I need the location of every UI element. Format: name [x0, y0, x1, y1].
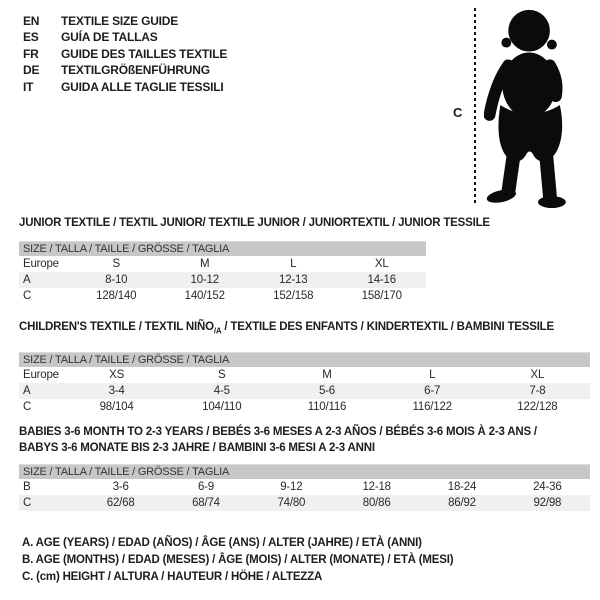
- toddler-silhouette-icon: [484, 2, 596, 210]
- section-heading: [19, 319, 591, 339]
- table-cell: 140/152: [184, 290, 225, 302]
- table-cell: S: [218, 369, 226, 382]
- language-code: EN: [23, 14, 40, 28]
- table-cell: 3-4: [108, 385, 125, 398]
- table-cell: 128/140: [96, 290, 137, 302]
- table-cell: 18-24: [447, 481, 477, 493]
- table-cell: 5-6: [318, 385, 335, 398]
- table-cell: 10-12: [190, 274, 219, 286]
- table-cell: S: [112, 258, 120, 270]
- table-row: [19, 495, 590, 511]
- row-label: A: [23, 274, 31, 286]
- table-cell: 158/170: [361, 290, 402, 302]
- table-cell: 92/98: [533, 497, 562, 509]
- row-label: A: [23, 385, 31, 398]
- table-cell: 24-36: [533, 481, 562, 493]
- table-row: [19, 399, 590, 415]
- footnote-line: C. (cm) HEIGHT / ALTURA / HAUTEUR / HÖHE / ALTEZZA: [22, 571, 323, 584]
- language-title: TEXTILE SIZE GUIDE: [61, 14, 179, 28]
- table-header-bar: SIZE / TALLA / TAILLE / GRÖSSE / TAGLIA: [19, 352, 590, 367]
- table-row: [19, 367, 590, 383]
- section-heading: [19, 424, 591, 440]
- table-cell: 6-7: [424, 385, 441, 398]
- table-cell: 7-8: [529, 385, 546, 398]
- section-heading-subscript: /A: [213, 326, 222, 336]
- table-cell: 104/110: [202, 401, 242, 414]
- section-heading-line2: BABYS 3-6 MONATE BIS 2-3 JAHRE / BAMBINI 3-6 MESI A 2-3 ANNI: [19, 442, 375, 454]
- language-code: ES: [23, 30, 39, 45]
- table-cell: 80/86: [362, 497, 391, 509]
- section-heading-text: / TEXTILE DES ENFANTS / KINDERTEXTIL / BAMBINI TESSILE: [221, 321, 554, 333]
- table-cell: M: [200, 258, 210, 270]
- table-row: [19, 383, 590, 399]
- table-cell: 8-10: [105, 274, 128, 286]
- footnotes: [22, 535, 453, 587]
- row-label: Europe: [23, 369, 59, 382]
- table-cell: 116/122: [412, 401, 452, 414]
- table-cell: M: [322, 369, 332, 382]
- table-row: [19, 256, 426, 272]
- table-cell: 62/68: [106, 497, 135, 509]
- section-babies: [19, 424, 591, 511]
- table-cell: 98/104: [99, 401, 134, 414]
- row-label: C: [23, 290, 32, 302]
- table-cell: XS: [109, 369, 125, 382]
- section-heading: [19, 215, 591, 231]
- table-row: [19, 272, 426, 288]
- table-cell: XL: [374, 258, 389, 270]
- table-cell: 12-18: [362, 481, 391, 493]
- table-cell: XL: [530, 369, 545, 382]
- height-label: C: [453, 105, 463, 120]
- language-code: IT: [23, 79, 34, 94]
- section-heading-text: CHILDREN'S TEXTILE / TEXTIL NIÑO: [19, 321, 214, 333]
- footnote-line: B. AGE (MONTHS) / EDAD (MESES) / ÂGE (MOIS) / ALTER (MONATE) / ETÀ (MESI): [22, 554, 454, 567]
- table-header-bar: SIZE / TALLA / TAILLE / GRÖSSE / TAGLIA: [19, 464, 590, 479]
- table-cell: 86/92: [448, 497, 476, 509]
- section-heading-text: JUNIOR TEXTILE / TEXTIL JUNIOR/ TEXTILE JUNIOR / JUNIORTEXTIL / JUNIOR TESSILE: [19, 217, 490, 229]
- table-cell: L: [290, 258, 297, 270]
- table-cell: 14-16: [367, 274, 396, 286]
- size-table: [19, 464, 590, 511]
- row-label: Europe: [23, 258, 59, 270]
- language-code: FR: [23, 46, 39, 61]
- section-junior: [19, 215, 591, 304]
- language-title: TEXTILGRÖßENFÜHRUNG: [61, 63, 210, 78]
- table-cell: 74/80: [277, 497, 306, 509]
- table-cell: L: [429, 369, 436, 382]
- section-children: [19, 319, 591, 415]
- table-cell: 9-12: [280, 481, 303, 493]
- height-figure: [0, 0, 600, 212]
- table-row: [19, 288, 426, 304]
- language-title: GUIDA ALLE TAGLIE TESSILI: [61, 79, 224, 94]
- footnote-line: A. AGE (YEARS) / EDAD (AÑOS) / ÂGE (ANS) / ALTER (JAHRE) / ETÀ (ANNI): [22, 537, 422, 549]
- language-title: GUIDE DES TAILLES TEXTILE: [61, 46, 228, 61]
- size-table: [19, 352, 590, 415]
- language-code: DE: [23, 63, 40, 78]
- table-row: [19, 479, 590, 495]
- table-cell: 68/74: [192, 497, 220, 509]
- table-cell: 4-5: [213, 385, 230, 398]
- language-title: GUÍA DE TALLAS: [61, 30, 158, 45]
- table-cell: 152/158: [273, 290, 314, 302]
- table-cell: 6-9: [197, 481, 214, 493]
- table-header-bar: SIZE / TALLA / TAILLE / GRÖSSE / TAGLIA: [19, 241, 426, 256]
- height-measure-line: [474, 8, 476, 206]
- table-cell: 3-6: [112, 481, 129, 493]
- table-cell: 122/128: [517, 401, 558, 414]
- table-cell: 110/116: [307, 401, 347, 414]
- section-heading-text: BABIES 3-6 MONTH TO 2-3 YEARS / BEBÉS 3-6 MESES A 2-3 AÑOS / BÉBÉS 3-6 MOIS À 2-3 ANS /: [19, 426, 537, 438]
- row-label: C: [23, 401, 32, 414]
- row-label: B: [23, 481, 31, 493]
- row-label: C: [23, 497, 32, 509]
- table-cell: 12-13: [279, 274, 308, 286]
- size-table: [19, 241, 426, 304]
